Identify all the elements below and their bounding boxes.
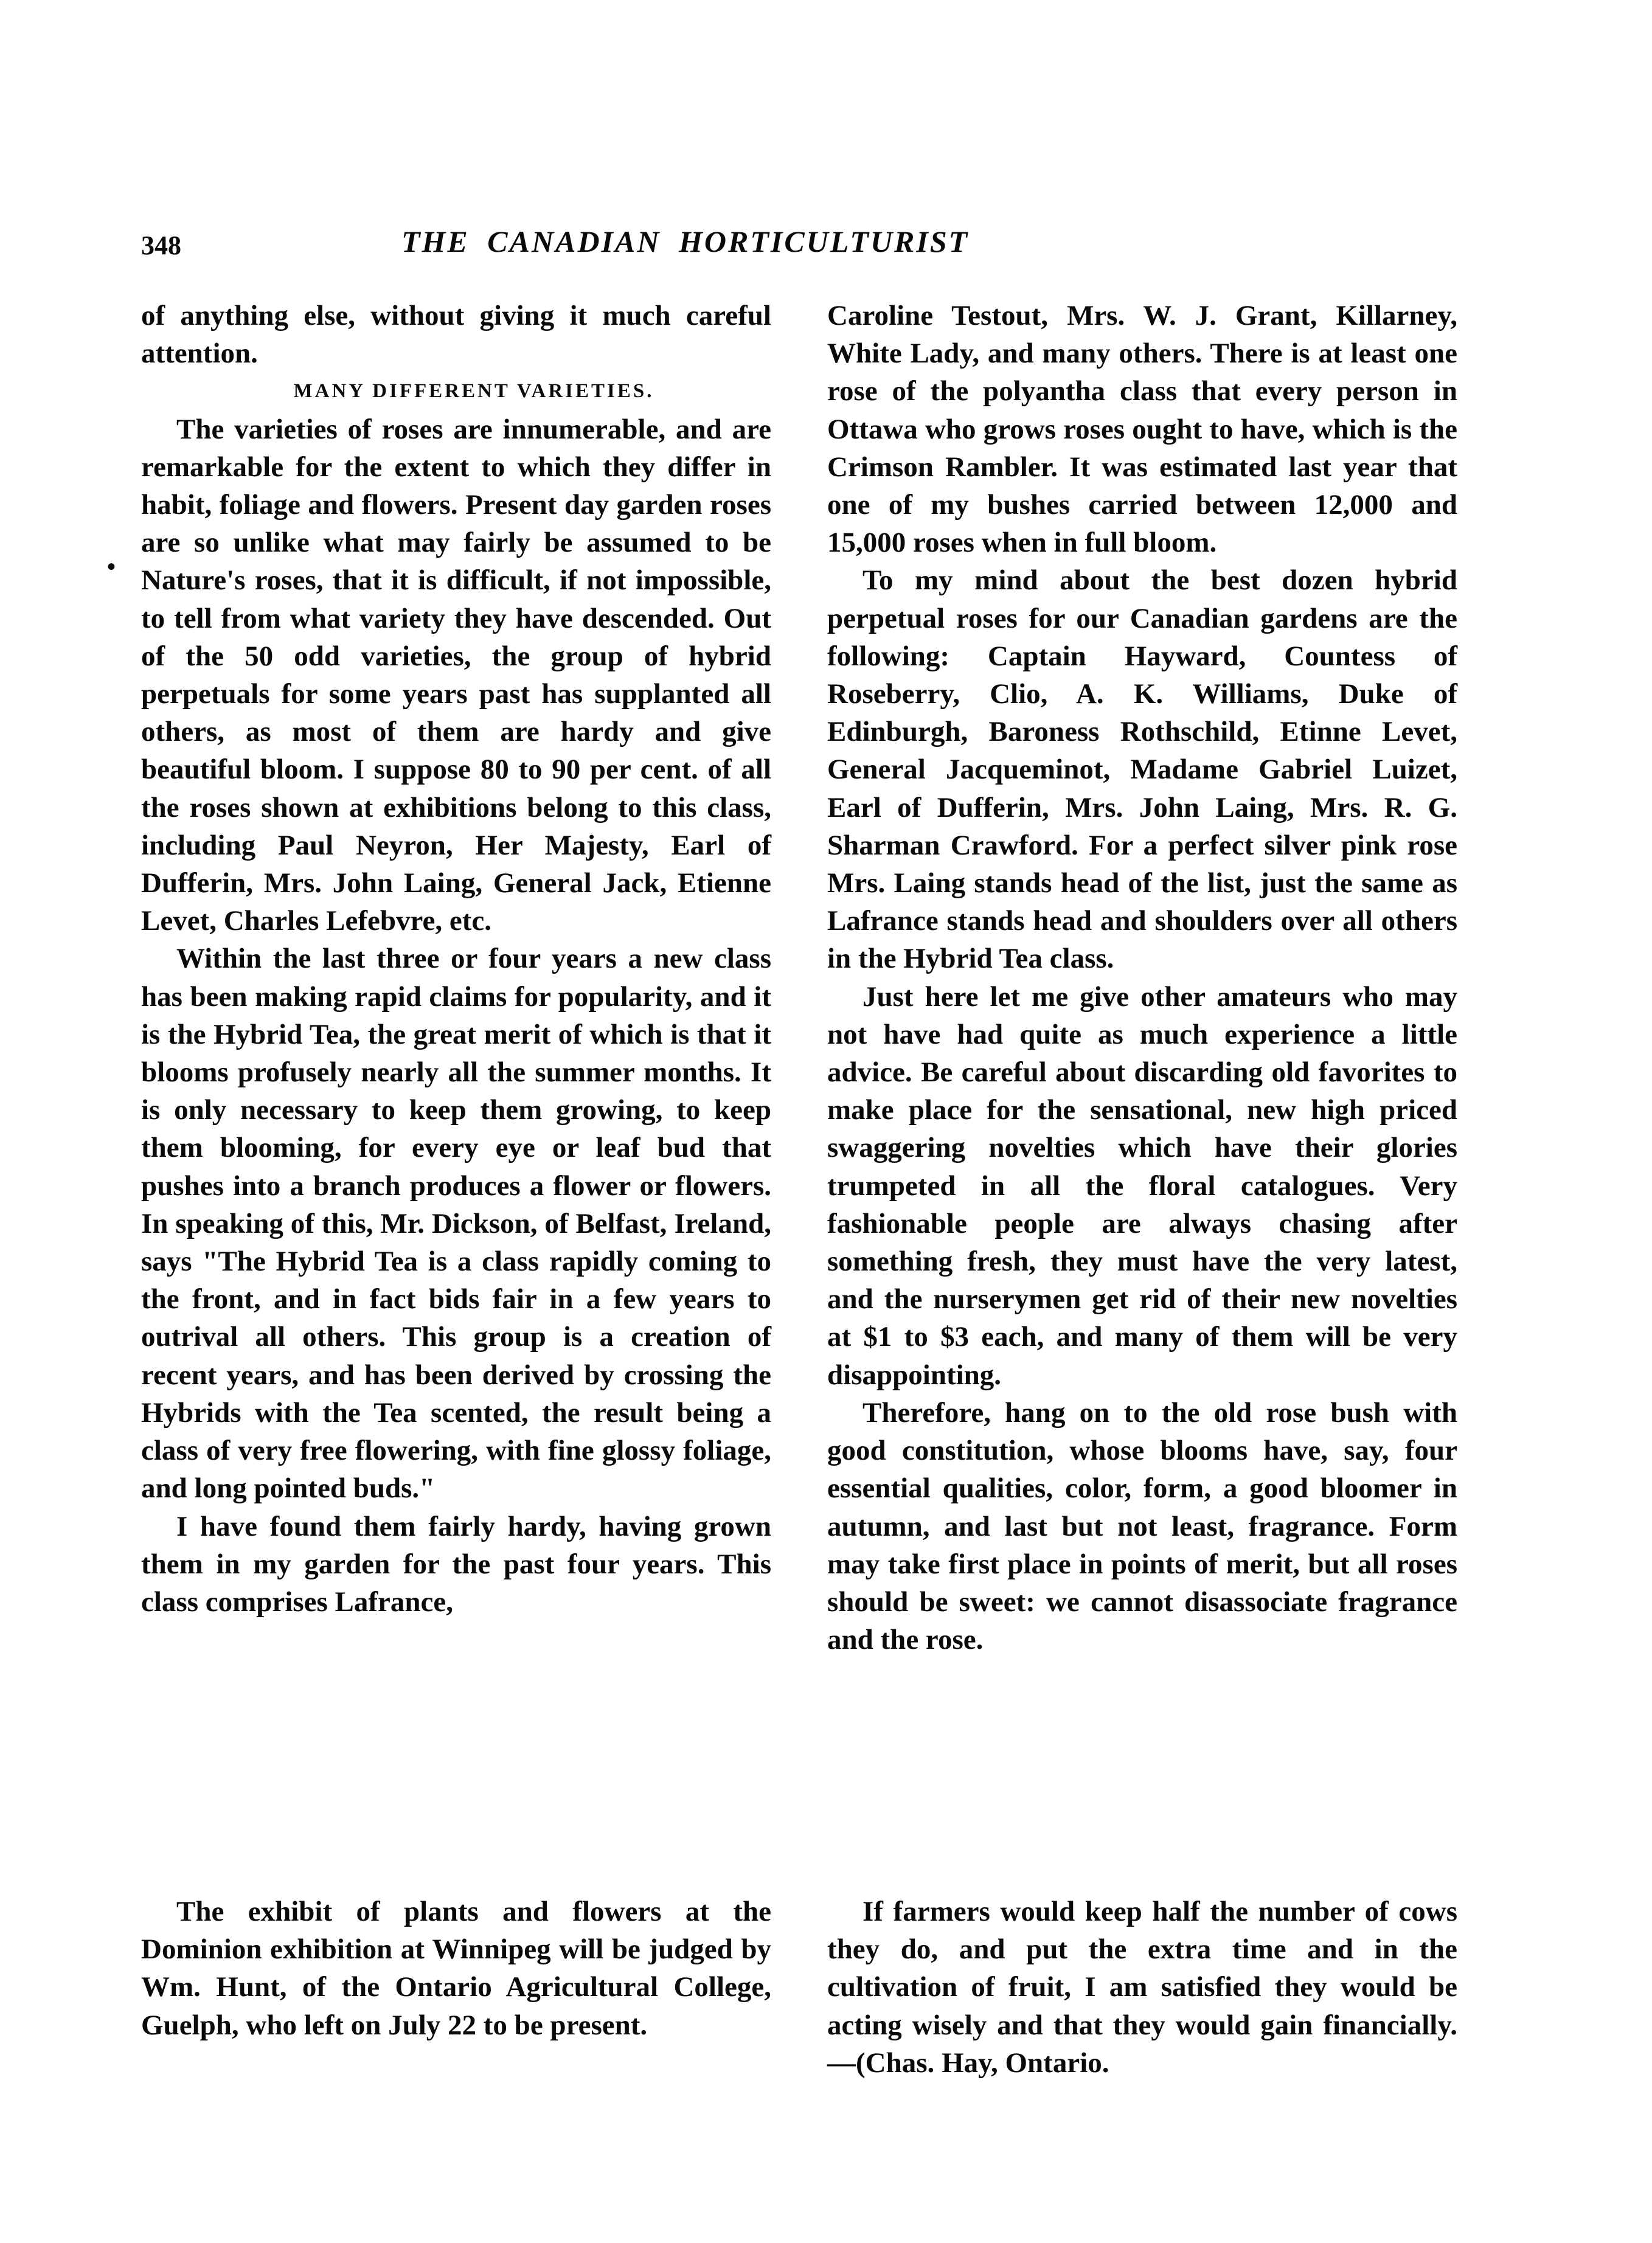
section-subheading: MANY DIFFERENT VARIETIES. (293, 380, 654, 403)
left-paragraph-2: Within the last three or four years a new class has been making rapid claims for popularity, and it is the Hybrid Tea, the great merit of which is that it blooms profusely nearly all the summer months. It is only necessary to keep them growing, to keep them blooming, for every eye or leaf bud that pushes into a branch produces a flower or flowers. In speaking of this, Mr. Dickson, of Belfast, Ireland, says "The Hybrid Tea is a class rapidly coming to the front, and in fact bids fair in a few years to outrival all others. This group is a creation of recent years, and has been derived by crossing the Hybrids with the Tea scented, the result being a class of very free flowering, with fine glossy foliage, and long pointed buds." (141, 943, 771, 1505)
left-paragraph-3: I have found them fairly hardy, having grown them in my garden for the past four years. This class comprises Lafrance, (141, 1510, 771, 1618)
right-paragraph-1: To my mind about the best dozen hybrid perpetual roses for our Canadian gardens are the following: Captain Hayward, Countess of Roseberry, Clio, A. K. Williams, Duke of Edinburgh, Baroness Rothschild, Etinne Levet, General Jacqueminot, Madame Gabriel Luizet, Earl of Dufferin, Mrs. John Laing, Mrs. R. G. Sharman Crawford. For a perfect silver pink rose Mrs. Laing stands head of the list, just the same as Lafrance stands head and shoulders over all others in the Hybrid Tea class. (827, 564, 1457, 975)
bottom-note-left-text: The exhibit of plants and flowers at the Dominion exhibition at Winnipeg will be judged by Wm. Hunt, of the Ontario Agricultural College, Guelph, who left on July 22 to be present. (141, 1896, 771, 2041)
left-column (141, 297, 771, 1621)
running-title: THE CANADIAN HORTICULTURIST (401, 224, 970, 258)
right-paragraph-3: Therefore, hang on to the old rose bush with good constitution, whose blooms have, say, four essential qualities, color, form, a good bloomer in autumn, and last but not least, fragrance. Form may take first place in points of merit, but all roses should be sweet: we cannot disassociate fragrance and the rose. (827, 1396, 1457, 1656)
right-paragraph-2: Just here let me give other amateurs who may not have had quite as much experience a little advice. Be careful about discarding old favorites to make place for the sensational, new high priced swaggering novelties which have their glories trumpeted in all the floral catalogues. Very fashionable people are always chasing after something fresh, they must have the very latest, and the nurserymen get rid of their new novelties at $1 to $3 each, and many of them will be very disappointing. (827, 980, 1457, 1391)
bottom-note-right (827, 1893, 1457, 2082)
left-paragraph-0: of anything else, without giving it much careful attention. (141, 300, 771, 370)
right-column (827, 297, 1457, 1659)
bottom-note-left (141, 1893, 771, 2044)
bottom-note-right-text: If farmers would keep half the number of cows they do, and put the extra time and in the cultivation of fruit, I am satisfied they would be acting wisely and that they would gain financially.—(Chas. Hay, Ontario. (827, 1896, 1457, 2079)
margin-mark: • (107, 553, 116, 580)
page-number: 348 (141, 231, 181, 260)
left-paragraph-1: The varieties of roses are innumerable, and are remarkable for the extent to which they differ in habit, foliage and flowers. Present day garden roses are so unlike what may fairly be assumed to be Nature's roses, that it is difficult, if not impossible, to tell from what variety they have descended. Out of the 50 odd varieties, the group of hybrid perpetuals for some years past has supplanted all others, as most of them are hardy and give beautiful bloom. I suppose 80 to 90 per cent. of all the roses shown at exhibitions belong to this class, including Paul Neyron, Her Majesty, Earl of Dufferin, Mrs. John Laing, General Jack, Etienne Levet, Charles Lefebvre, etc. (141, 413, 771, 937)
right-paragraph-0: Caroline Testout, Mrs. W. J. Grant, Killarney, White Lady, and many others. There is at least one rose of the polyantha class that every person in Ottawa who grows roses ought to have, which is the Crimson Rambler. It was estimated last year that one of my bushes carried between 12,000 and 15,000 roses when in full bloom. (827, 300, 1457, 559)
